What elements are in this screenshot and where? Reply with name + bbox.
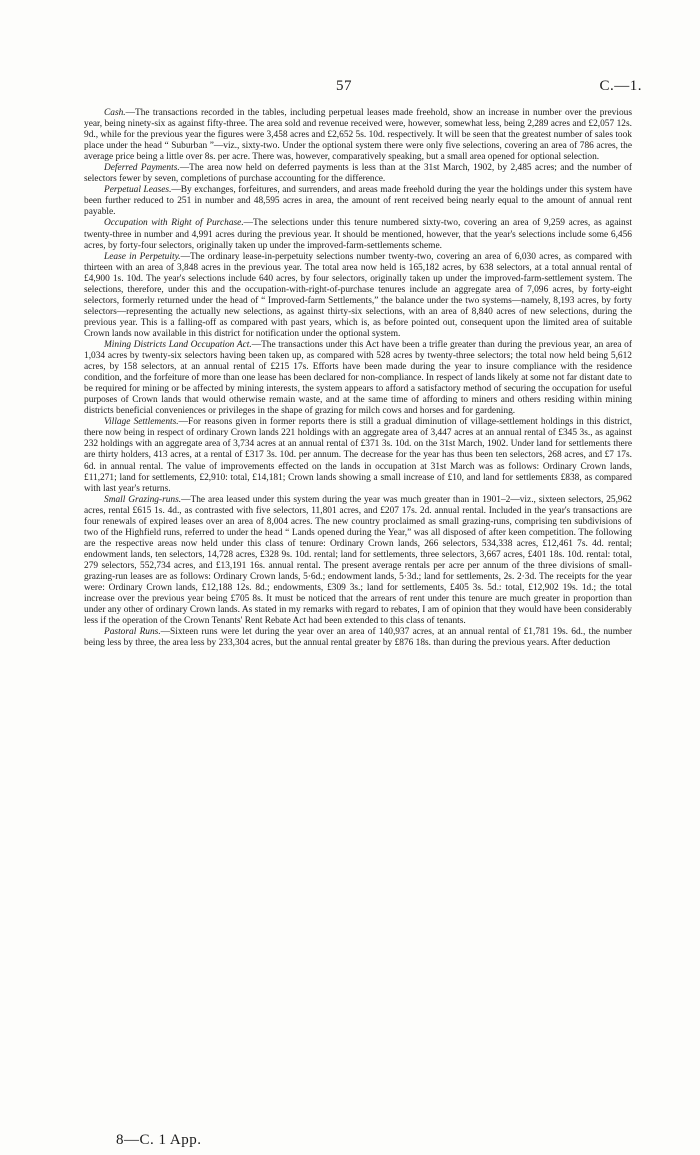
page-reference: C.—1. bbox=[599, 78, 642, 94]
paragraph-text: —The transactions under this Act have been a trifle greater than during the previous year, an area of 1,034 acres by twenty-six selectors having been taken up, as compared with 528 acres by twenty-three selectors; the total now held being 5,612 acres, by 158 selectors, at an annual rental of £215 17s. Efforts have been made during the year to insure compliance with the residence condition, and the forfeiture of more than one lease has been declared for non-compliance. In respect of lands likely at some not far distant date to be required for mining or be affected by mining interests, the system appears to afford a satisfactory method of securing the occupation for useful purposes of Crown lands that would otherwise remain waste, and at the same time of affording to miners and others residing within mining districts beneficial conveniences or privileges in the shape of grazing for milch cows and horses and for gardening. bbox=[84, 339, 632, 417]
paragraph-perpetual-leases bbox=[84, 185, 632, 218]
paragraph-cash bbox=[84, 108, 632, 163]
paragraph-text: —The transactions recorded in the tables, including perpetual leases made freehold, show an increase in number over the previous year, being ninety-six as against fifty-three. The area sold and revenue received were, however, somewhat less, being 2,289 acres and £2,057 12s. 9d., while for the previous year the figures were 3,458 acres and £2,652 5s. 10d. respectively. It will be seen that the greatest number of sales took place under the head “ Suburban ”—viz., sixty-two. Under the optional system there were only five selections, covering an area of 786 acres, the average price being a little over 8s. per acre. There was, however, comparatively speaking, but a small area opened for optional selection. bbox=[84, 108, 632, 163]
paragraph-heading: Small Grazing-runs. bbox=[104, 494, 182, 505]
footer-signature: 8—C. 1 App. bbox=[116, 1132, 202, 1148]
paragraph-heading: Deferred Payments. bbox=[104, 163, 180, 174]
paragraph-deferred-payments bbox=[84, 163, 632, 185]
paragraph-pastoral-runs bbox=[84, 627, 632, 649]
paragraph-text: —The area leased under this system during the year was much greater than in 1901–2—viz., sixteen selectors, 25,962 acres, rental £615 1s. 4d., as contrasted with five selectors, 11,801 acres, and £207 17s. 2d. annual rental. Included in the year's transactions are four renewals of expired leases over an area of 8,004 acres. The new country proclaimed as small grazing-runs, comprising ten subdivisions of two of the Highfield runs, referred to under the head “ Lands opened during the Year,” was all disposed of after keen competition. The following are the respective areas now held under this class of tenure: Ordinary Crown lands, 266 selectors, 534,338 acres, £12,461 7s. 4d. rental; endowment lands, ten selectors, 14,728 acres, £328 9s. 10d. rental; land for settlements, three selectors, 3,667 acres, £401 18s. 10d. rental: total, 279 selectors, 552,734 acres, and £13,191 16s. annual rental. The present average rentals per acre per annum of the three divisions of small-grazing-run leases are as follows: Ordinary Crown lands, 5·6d.; endowment lands, 5·3d.; land for settlements, 2s. 2·3d. The receipts for the year were: Ordinary Crown lands, £12,188 12s. 8d.; endowments, £309 3s.; land for settlements, £405 3s. 5d.: total, £12,902 19s. 1d.; the total increase over the previous year being £705 8s. It must be noticed that the arrears of rent under this tenure are much greater in proportion than under any other of ordinary Crown lands. As stated in my remarks with regard to rebates, I am of opinion that they would have been considerably less if the operation of the Crown Tenants' Rent Rebate Act had been extended to this class of tenants. bbox=[84, 494, 632, 627]
paragraph-heading: Pastoral Runs. bbox=[104, 627, 161, 638]
page-number: 57 bbox=[336, 78, 352, 94]
paragraph-text: —By exchanges, forfeitures, and surrenders, and areas made freehold during the year the holdings under this system have been further reduced to 251 in number and 48,595 acres in area, the amount of rent received being nearly equal to the amount of annual rent payable. bbox=[84, 185, 633, 218]
paragraph-lease-in-perpetuity bbox=[84, 252, 632, 340]
paragraph-heading: Mining Districts Land Occupation Act. bbox=[104, 339, 252, 350]
paragraph-village-settlements bbox=[84, 417, 632, 494]
paragraph-text: —The ordinary lease-in-perpetuity selections number twenty-two, covering an area of 6,030 acres, as compared with thirteen with an area of 3,848 acres in the previous year. The total area now held is 165,182 acres, by 638 selectors, at a total annual rental of £4,900 1s. 10d. The year's selections include 640 acres, by four selectors, originally taken up under the improved-farm-settlement system. The selections, therefore, under this and the occupation-with-right-of-purchase tenures include an aggregate area of 7,096 acres, by forty-eight selectors, formerly returned under the head of “ Improved-farm Settlements,” the balance under the two systems—namely, 8,193 acres, by forty selectors—representing the actually new selections, as against thirty-six selections, with an area of 8,840 acres of new selections, during the previous year. This is a falling-off as compared with past years, which is, as before pointed out, consequent upon the limited area of suitable Crown lands now available in this district for notification under the optional system. bbox=[84, 251, 632, 339]
paragraph-heading: Village Settlements. bbox=[104, 417, 179, 428]
paragraph-heading: Cash. bbox=[104, 108, 126, 118]
paragraph-text: —The selections under this tenure numbered sixty-two, covering an area of 9,259 acres, as against twenty-three in number and 4,991 acres during the previous year. It should be mentioned, however, that the year's selections include some 6,456 acres, by forty-four selectors, originally taken up under the improved-farm-settlements scheme. bbox=[84, 218, 632, 251]
paragraph-text: —For reasons given in former reports there is still a gradual diminution of village-settlement holdings in this district, there now being in respect of ordinary Crown lands 221 holdings with an aggregate area of 3,447 acres at an annual rental of £345 3s., as against 232 holdings with an aggregate area of 3,734 acres at an annual rental of £371 3s. 10d. on the 31st March, 1902. Under land for settlements there are thirty holders, 413 acres, at a rental of £317 3s. 10d. per annum. The decrease for the year has thus been ten selectors, 268 acres, and £7 17s. 6d. in annual rental. The value of improvements effected on the lands in occupation at 31st March was as follows: Ordinary Crown lands, £11,271; land for settlements, £2,910: total, £14,181; Crown lands showing a small increase of £10, and land for settlements £838, as compared with last year's returns. bbox=[84, 417, 633, 494]
paragraph-small-grazing-runs bbox=[84, 495, 632, 628]
paragraph-heading: Lease in Perpetuity. bbox=[104, 251, 181, 262]
paragraph-mining-districts bbox=[84, 340, 632, 417]
paragraph-heading: Occupation with Right of Purchase. bbox=[104, 218, 244, 229]
report-body bbox=[84, 108, 632, 649]
paragraph-occupation-right-of-purchase bbox=[84, 218, 632, 251]
paragraph-text: —Sixteen runs were let during the year over an area of 140,937 acres, at an annual rental of £1,781 19s. 6d., the number being less by three, the area less by 233,304 acres, but the annual rental greater by £876 18s. than during the previous years. After deduction bbox=[84, 627, 632, 649]
paragraph-text: —The area now held on deferred payments is less than at the 31st March, 1902, by 2,485 acres; and the number of selectors fewer by seven, completions of purchase accounting for the difference. bbox=[84, 163, 632, 185]
paragraph-heading: Perpetual Leases. bbox=[104, 185, 172, 196]
